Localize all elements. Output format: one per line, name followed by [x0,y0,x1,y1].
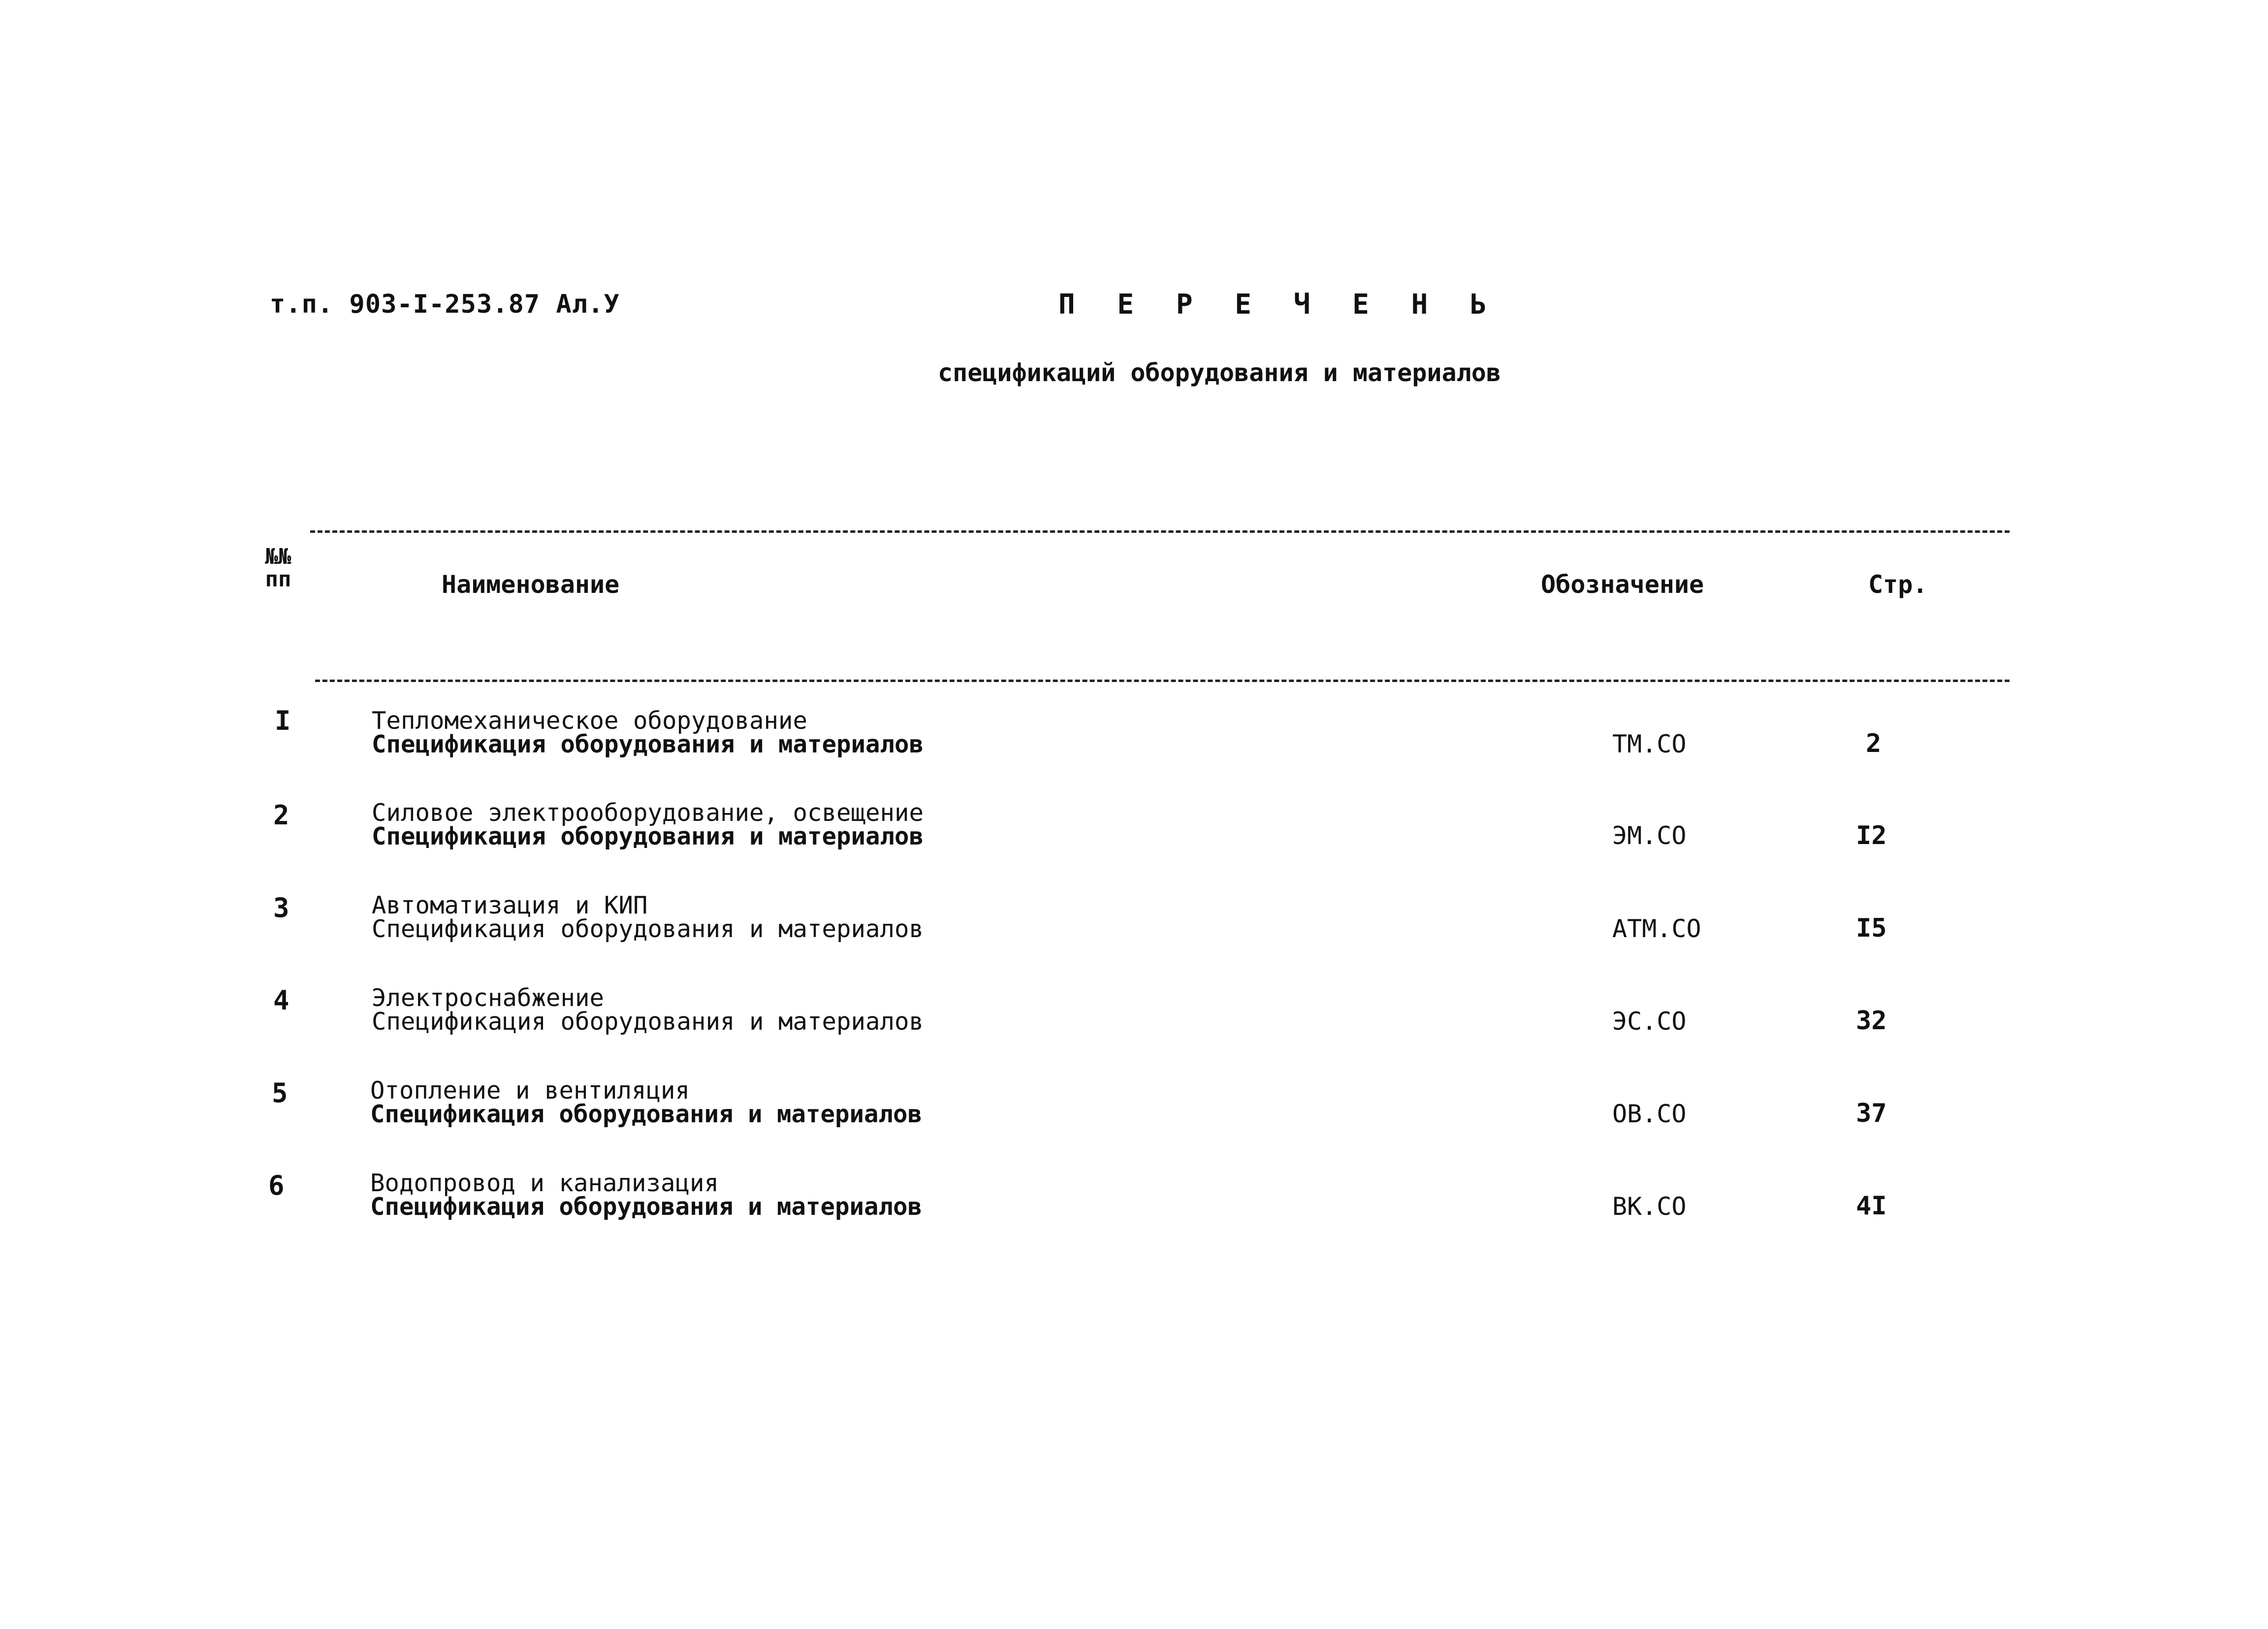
row-code: ОВ.СО [1612,1100,1687,1128]
row-spec-title: Спецификация оборудования и материалов [370,1100,923,1128]
row-code: АТМ.СО [1612,914,1701,943]
column-header-name: Наименование [442,570,620,599]
row-page: 37 [1856,1099,1887,1128]
row-code: ЭС.СО [1612,1007,1687,1036]
row-name [372,986,924,1034]
row-number: 3 [273,892,289,923]
row-section-title: Тепломеханическое оборудование [372,707,808,735]
row-spec-title: Спецификация оборудования и материалов [370,1193,923,1221]
column-header-page: Стр. [1868,570,1928,599]
row-section-title: Электроснабжение [372,984,605,1012]
row-spec-title: Спецификация оборудования и материалов [372,822,924,850]
table-top-rule [310,530,2010,533]
column-header-code: Обозначение [1541,570,1704,599]
table-header-rule [315,680,2010,682]
row-section-title: Водопровод и канализация [370,1169,719,1197]
document-code: т.п. 903-I-253.87 Ал.У [270,290,620,319]
row-code: ЭМ.СО [1612,821,1687,850]
row-page: 4I [1856,1191,1887,1221]
row-page: I2 [1856,821,1887,850]
row-page: 2 [1866,729,1882,758]
row-page: 32 [1856,1006,1887,1036]
row-spec-title: Спецификация оборудования и материалов [372,730,924,758]
document-subtitle: спецификаций оборудования и материалов [938,358,1501,387]
row-section-title: Силовое электрооборудование, освещение [372,799,924,827]
row-name [372,801,924,848]
row-spec-title: Спецификация оборудования и материалов [372,915,924,943]
row-number: I [275,705,291,736]
row-name [370,1169,923,1221]
document-title: П Е Р Е Ч Е Н Ь [1058,289,1500,321]
row-spec-title: Спецификация оборудования и материалов [372,1008,924,1036]
row-section-title: Отопление и вентиляция [370,1076,690,1105]
column-header-number: №№ пп [265,544,291,592]
row-number: 4 [273,985,289,1016]
row-section-title: Автоматизация и КИП [372,891,648,919]
row-name [370,1076,923,1128]
row-code: ВК.СО [1612,1192,1687,1221]
row-number: 6 [268,1170,285,1201]
row-number: 2 [273,800,289,831]
row-name [372,709,924,756]
row-number: 5 [272,1077,288,1108]
row-page: I5 [1856,913,1887,943]
row-code: ТМ.СО [1612,730,1687,758]
row-name [372,891,924,943]
